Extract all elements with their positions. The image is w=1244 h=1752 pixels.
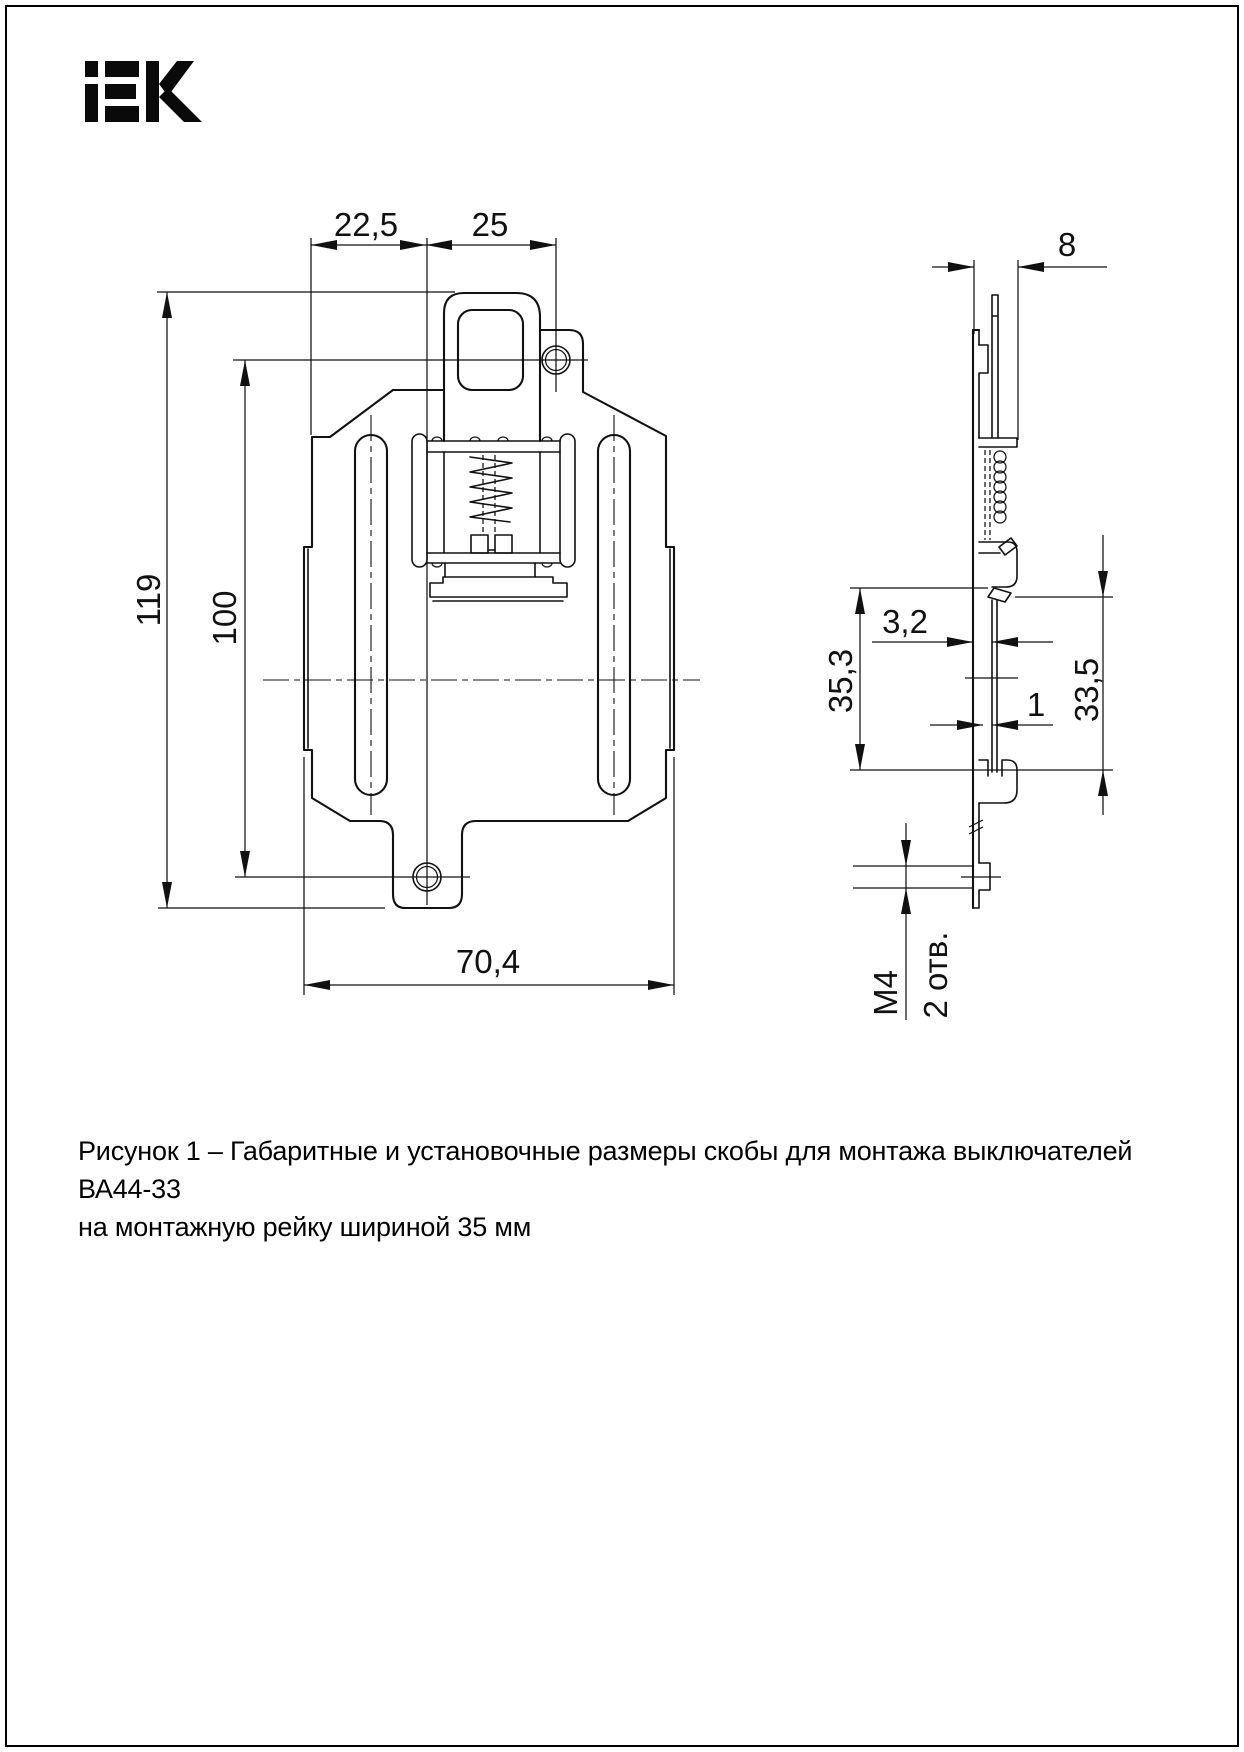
dim-label-100: 100 [206, 590, 243, 646]
front-view [263, 293, 700, 908]
dim-label-22-5: 22,5 [333, 206, 399, 243]
iek-logo-icon [85, 61, 202, 122]
figure-caption-line1: Рисунок 1 – Габаритные и установочные размеры скобы для монтажа выключателей ВА44-33 [78, 1136, 1133, 1204]
dim-label-2-holes: 2 отв. [917, 931, 954, 1019]
dim-label-33-5: 33,5 [1068, 657, 1105, 723]
dim-label-119: 119 [130, 573, 167, 627]
figure-caption-line2: на монтажную рейку шириной 35 мм [78, 1212, 532, 1242]
side-view-dimensions [822, 226, 1113, 1020]
m4-nut [973, 863, 990, 908]
dim-label-m4: M4 [867, 970, 904, 1016]
side-view [961, 295, 1018, 908]
front-view-dimensions [130, 206, 674, 995]
dim-label-3-2: 3,2 [882, 603, 928, 640]
figure-caption [78, 1132, 1158, 1246]
spring-side [985, 450, 1006, 540]
dim-label-8: 8 [1057, 226, 1077, 263]
dim-label-25: 25 [471, 206, 509, 243]
dim-label-70-4: 70,4 [455, 943, 521, 980]
dim-label-1: 1 [1026, 686, 1046, 723]
clip-spring [470, 457, 512, 522]
dim-label-35-3: 35,3 [822, 648, 859, 714]
